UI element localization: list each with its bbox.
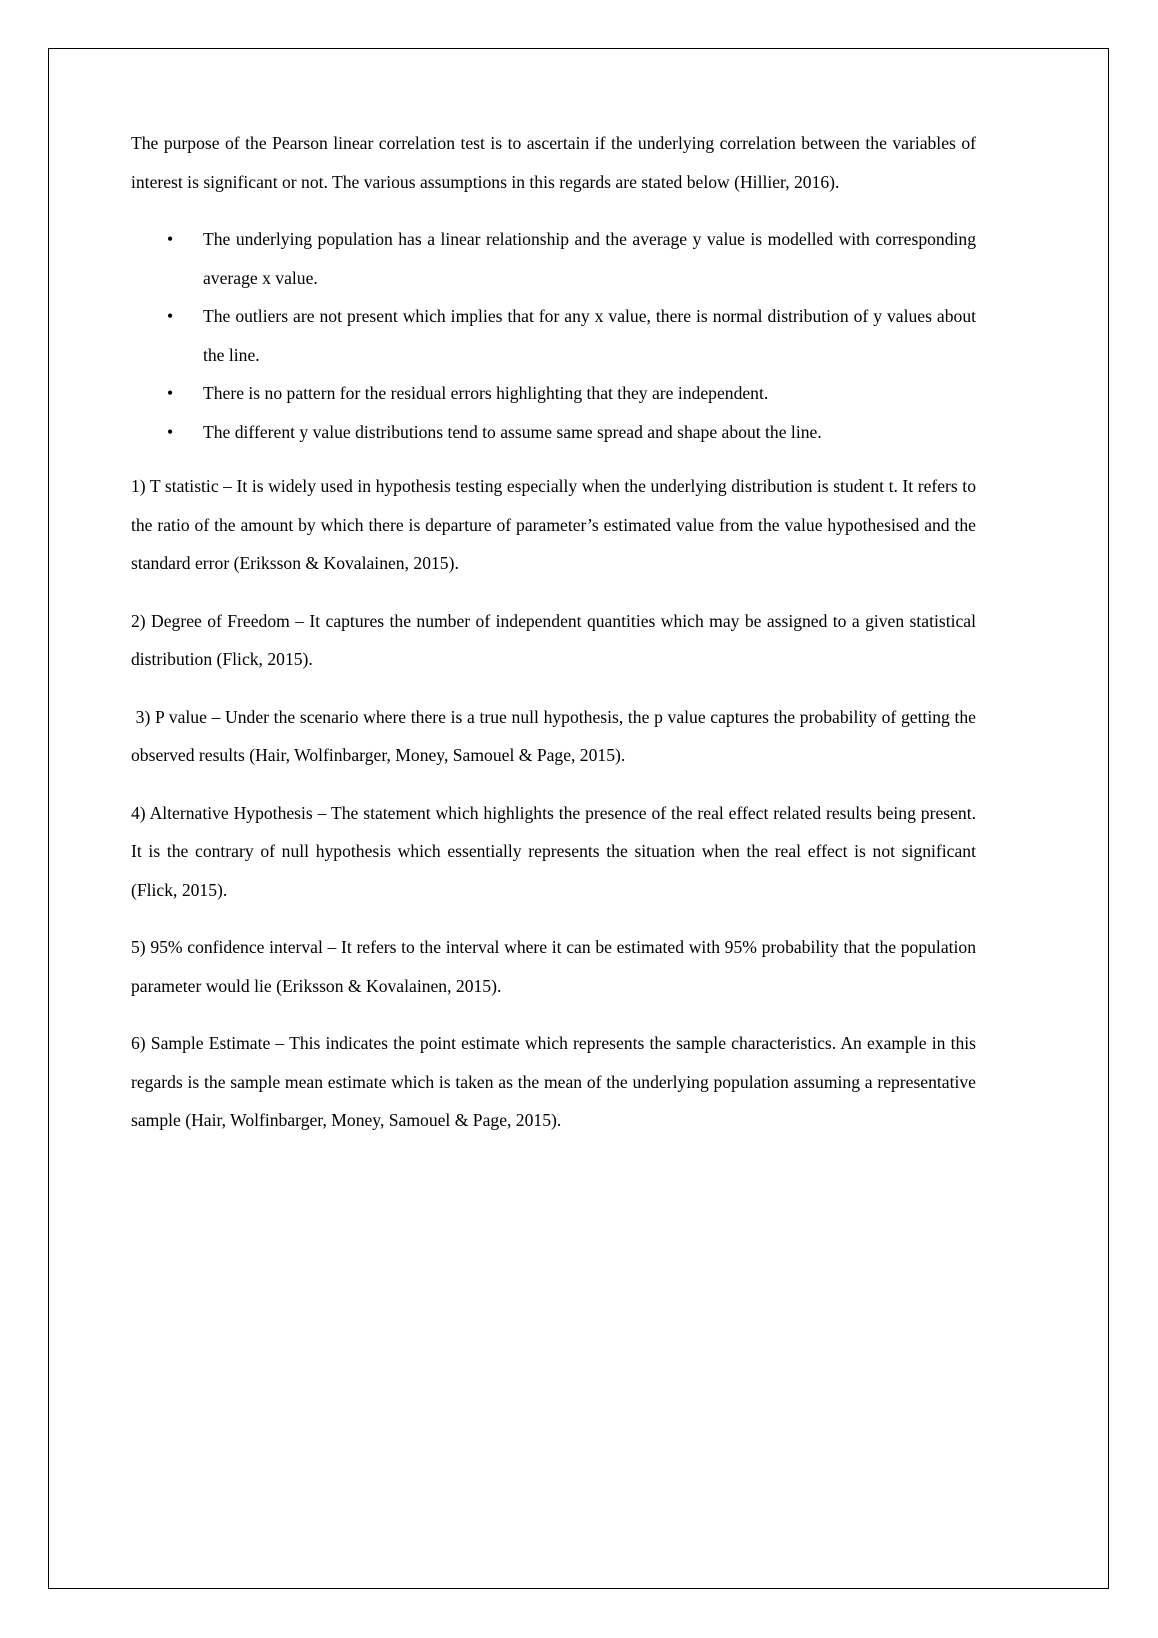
bullet-point-icon: • <box>167 421 174 442</box>
assumptions-bullet-list <box>131 220 976 451</box>
bullet-item-text: The outliers are not present which implies that for any x value, there is normal distribution of y values about the line. <box>203 306 976 365</box>
bullet-point-icon: • <box>167 383 174 403</box>
list-item <box>131 374 976 413</box>
bullet-point-icon: • <box>167 306 174 326</box>
bullet-item-text: The different y value distributions tend to assume same spread and shape about the line. <box>203 421 822 442</box>
numbered-paragraph-3: 3) P value – Under the scenario where there is a true null hypothesis, the p value captures the probability of getting the observed results (Hair, Wolfinbarger, Money, Samouel & Page, 2015). <box>131 706 981 765</box>
numbered-paragraph-6: 6) Sample Estimate – This indicates the point estimate which represents the sample characteristics. An example in this regards is the sample mean estimate which is taken as the mean of the underlying population assuming a representative sample (Hair, Wolfinbarger, Money, Samouel & Page, 2015). <box>131 1033 981 1130</box>
numbered-paragraph-2: 2) Degree of Freedom – It captures the number of independent quantities which may be assigned to a given statistical distribution (Flick, 2015). <box>131 610 981 669</box>
intro-paragraph: The purpose of the Pearson linear correlation test is to ascertain if the underlying correlation between the variables of interest is significant or not. The various assumptions in this regards are stated below (Hillier, 2016). <box>131 133 981 192</box>
list-item <box>131 413 976 452</box>
numbered-paragraph-1: 1) T statistic – It is widely used in hypothesis testing especially when the underlying distribution is student t. It refers to the ratio of the amount by which there is departure of parameter’s estimated value from the value hypothesised and the standard error (Eriksson & Kovalainen, 2015). <box>131 476 981 573</box>
numbered-paragraph-4: 4) Alternative Hypothesis – The statement which highlights the presence of the real effect related results being present. It is the contrary of null hypothesis which essentially represents the situation when the real effect is not significant (Flick, 2015). <box>131 802 981 900</box>
document-content <box>131 124 981 1159</box>
bullet-item-text: There is no pattern for the residual errors highlighting that they are independent. <box>203 383 769 403</box>
numbered-paragraph-5: 5) 95% confidence interval – It refers to the interval where it can be estimated with 95% probability that the population parameter would lie (Eriksson & Kovalainen, 2015). <box>131 937 981 996</box>
list-item <box>131 220 976 297</box>
bullet-item-text: The underlying population has a linear relationship and the average y value is modelled with corresponding average x value. <box>203 229 976 288</box>
bullet-point-icon: • <box>167 229 174 249</box>
list-item <box>131 297 976 374</box>
